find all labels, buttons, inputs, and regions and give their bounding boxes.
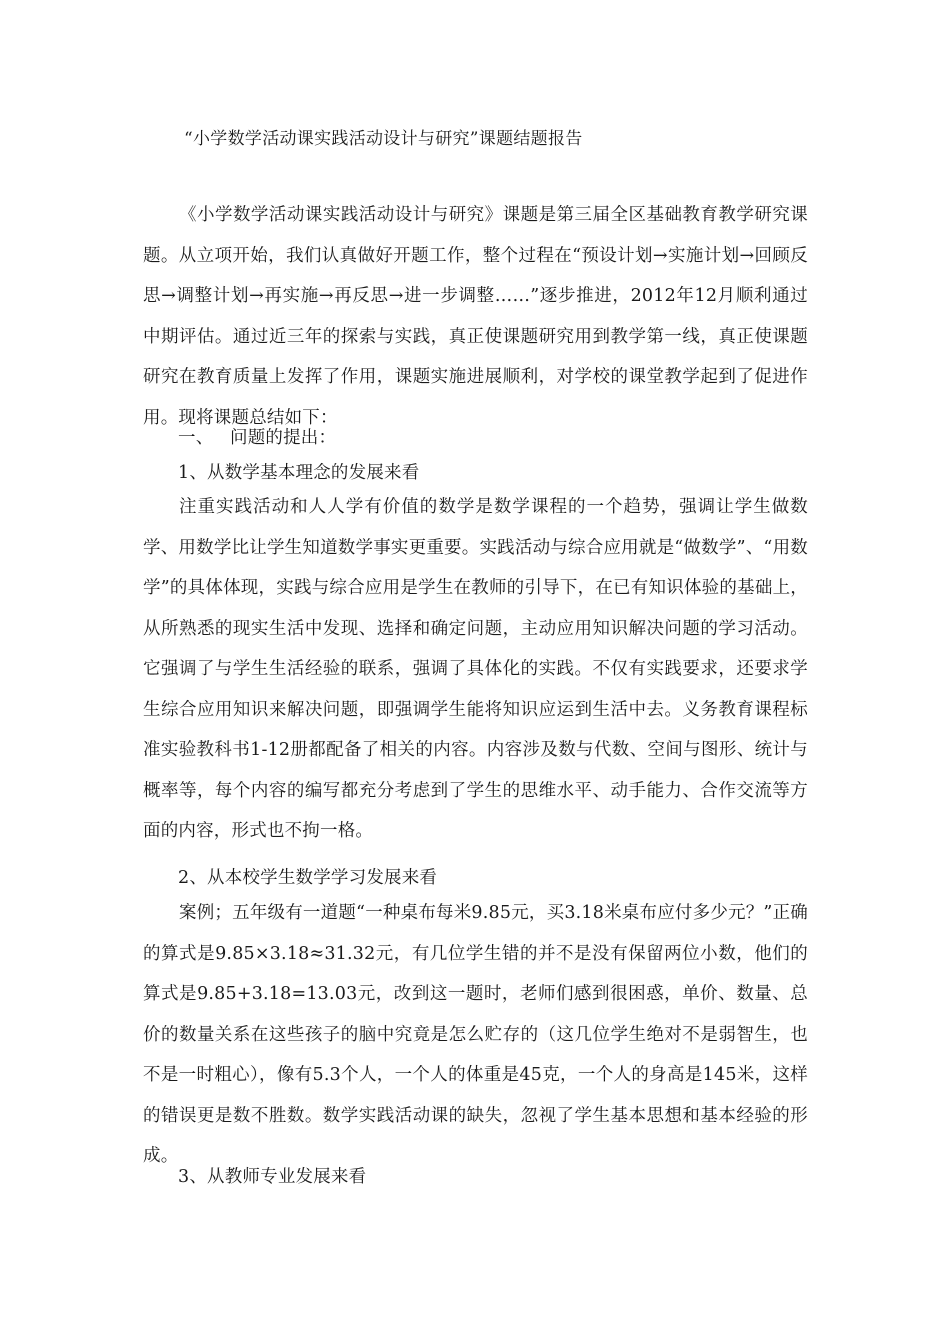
section-number: 一、	[178, 428, 214, 448]
document-title: “小学数学活动课实践活动设计与研究”课题结题报告	[184, 129, 583, 149]
subsection-heading-2: 2、从本校学生数学学习发展来看	[178, 868, 438, 888]
section-heading-1	[178, 418, 336, 458]
subsection-body-1: 注重实践活动和人人学有价值的数学是数学课程的一个趋势，强调让学生做数学、用数学比让学生知道数学事实更重要。实践活动与综合应用就是“做数学”、“用数学”的具体体现，实践与综合应用是学生在教师的引导下，在已有知识体验的基础上，从所熟悉的现实生活中发现、选择和确定问题，主动应用知识解决问题的学习活动。它强调了与学生生活经验的联系，强调了具体化的实践。不仅有实践要求，还要求学生综合应用知识来解决问题，即强调学生能将知识应运到生活中去。义务教育课程标准实验教科书1-12册都配备了相关的内容。内容涉及数与代数、空间与图形、统计与概率等，每个内容的编写都充分考虑到了学生的思维水平、动手能力、合作交流等方面的内容，形式也不拘一格。	[143, 497, 808, 841]
subsection-heading-1: 1、从数学基本理念的发展来看	[178, 463, 420, 483]
intro-paragraph: 《小学数学活动课实践活动设计与研究》课题是第三届全区基础教育教学研究课题。从立项开始，我们认真做好开题工作，整个过程在“预设计划→实施计划→回顾反思→调整计划→再实施→再反思→进一步调整……”逐步推进，2012年12月顺利通过中期评估。通过近三年的探索与实践，真正使课题研究用到教学第一线，真正使课题研究在教育质量上发挥了作用，课题实施进展顺利，对学校的课堂教学起到了促进作用。现将课题总结如下：	[143, 205, 808, 428]
section-title: 问题的提出：	[230, 428, 337, 448]
subsection-heading-3: 3、从教师专业发展来看	[178, 1167, 367, 1187]
subsection-body-2: 案例；五年级有一道题“一种桌布每米9.85元，买3.18米桌布应付多少元？”正确的算式是9.85×3.18≈31.32元，有几位学生错的并不是没有保留两位小数，他们的算式是9.85+3.18=13.03元，改到这一题时，老师们感到很困惑，单价、数量、总价的数量关系在这些孩子的脑中究竟是怎么贮存的（这几位学生绝对不是弱智生，也不是一时粗心），像有5.3个人，一个人的体重是45克，一个人的身高是145米，这样的错误更是数不胜数。数学实践活动课的缺失，忽视了学生基本思想和基本经验的形成。	[143, 903, 808, 1166]
